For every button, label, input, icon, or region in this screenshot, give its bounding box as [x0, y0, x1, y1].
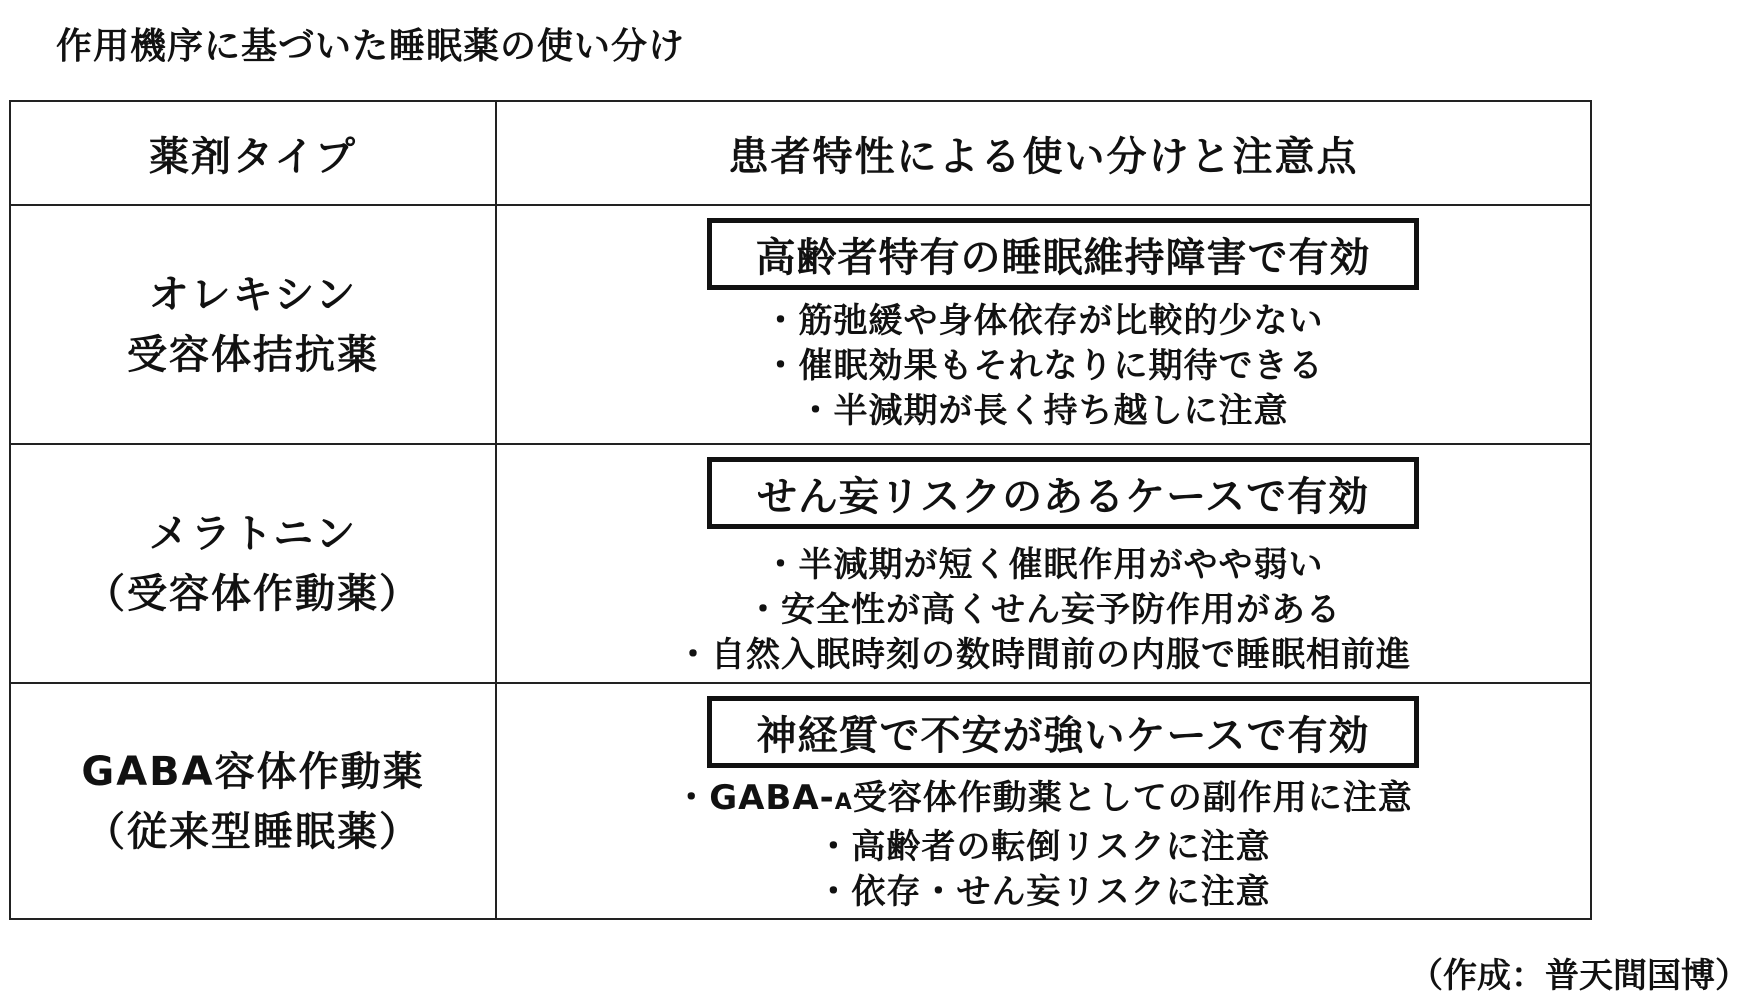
note-item: ・半減期が短く催眠作用がやや弱い: [763, 545, 1324, 585]
header-cell-drug-type: [11, 102, 497, 204]
table-row-melatonin: [11, 445, 1590, 684]
table-row-gaba: [11, 684, 1590, 920]
drug-comparison-table: [9, 100, 1592, 920]
drug-type-line: 受容体拮抗薬: [127, 331, 379, 378]
header-cell-notes: [497, 102, 1590, 204]
note-item: ・自然入眠時刻の数時間前の内服で睡眠相前進: [676, 635, 1411, 675]
drug-type-line: メラトニン: [148, 510, 358, 557]
drug-type-cell: [11, 445, 497, 682]
drug-type-cell: [11, 684, 497, 920]
indication-headline-box: 高齢者特有の睡眠維持障害で有効: [707, 218, 1419, 290]
page-title: 作用機序に基づいた睡眠薬の使い分け: [56, 26, 686, 67]
notes-list: [497, 299, 1590, 434]
note-suffix: 受容体作動薬としての副作用に注意: [852, 778, 1413, 818]
table-row-orexin: [11, 206, 1590, 445]
note-item: ・筋弛緩や身体依存が比較的少ない: [763, 301, 1324, 341]
note-item: ・依存・せん妄リスクに注意: [816, 872, 1271, 912]
note-item: ・高齢者の転倒リスクに注意: [816, 827, 1271, 867]
note-subscript: A: [834, 790, 853, 815]
notes-cell: [497, 445, 1590, 682]
notes-list: [497, 543, 1590, 678]
notes-cell: [497, 684, 1590, 920]
drug-type-line: GABA容体作動薬: [81, 749, 425, 795]
header-notes-label: 患者特性による使い分けと注意点: [728, 133, 1359, 180]
drug-type-line: オレキシン: [148, 271, 358, 318]
notes-cell: [497, 206, 1590, 443]
note-prefix: ・GABA-: [674, 778, 835, 818]
notes-list: [497, 776, 1590, 915]
note-item: ・半減期が長く持ち越しに注意: [798, 391, 1289, 431]
table-header-row: [11, 102, 1590, 206]
drug-type-line: （従来型睡眠薬）: [85, 809, 421, 855]
note-item: ・安全性が高くせん妄予防作用がある: [746, 590, 1341, 630]
drug-type-line: （受容体作動薬）: [85, 570, 421, 617]
drug-type-cell: [11, 206, 497, 443]
indication-headline-box: せん妄リスクのあるケースで有効: [707, 457, 1419, 529]
indication-headline-box: 神経質で不安が強いケースで有効: [707, 696, 1419, 768]
note-item: [674, 776, 1413, 825]
header-drug-type-label: 薬剤タイプ: [149, 133, 357, 180]
author-credit: （作成：普天間国博）: [1409, 956, 1749, 996]
note-item: ・催眠効果もそれなりに期待できる: [763, 346, 1324, 386]
